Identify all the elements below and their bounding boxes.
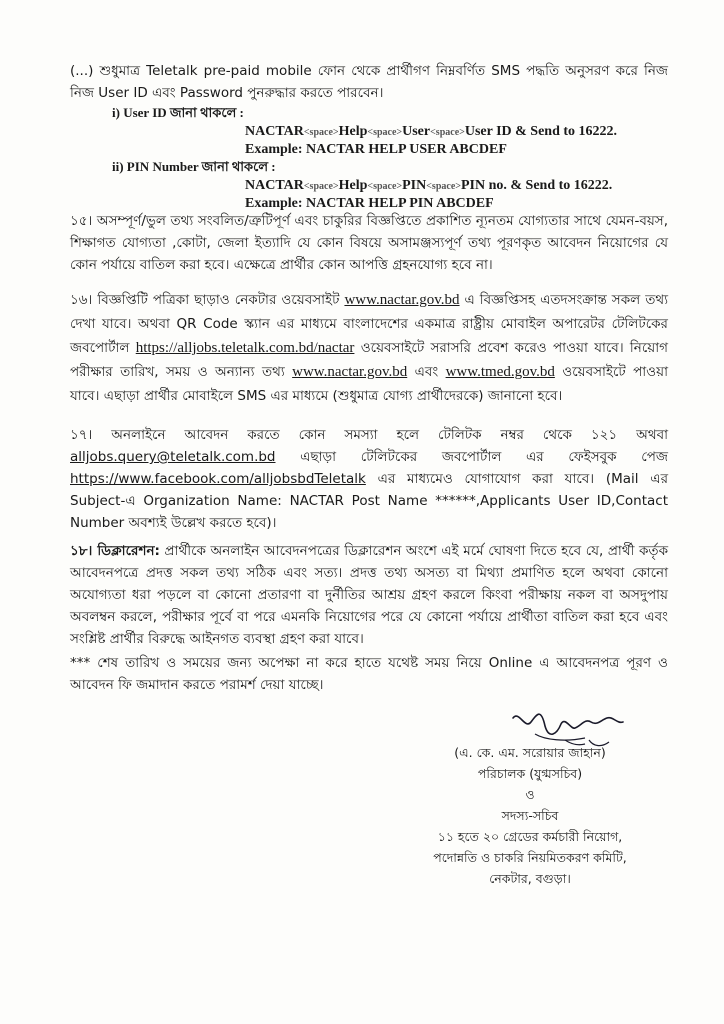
signatory-committee-line2: পদোন্নতি ও চাকরি নিয়মিতকরণ কমিটি, [433,850,627,865]
tmed-website-link[interactable]: www.tmed.gov.bd [445,364,555,380]
pin-sms-command: NACTAR<space>Help<space>PIN<space>PIN no. & Send to 16222. [245,178,613,193]
pin-example: Example: NACTAR HELP PIN ABCDEF [245,196,494,211]
teletalk-facebook-link[interactable]: https://www.facebook.com/alljobsbdTeletalk [70,471,366,487]
clause-16: ১৬। বিজ্ঞপ্তিটি পত্রিকা ছাড়াও নেকটার ওয়েবসাইট www.nactar.gov.bd এ বিজ্ঞপ্তিসহ এতদসংক্রান্ত সকল তথ্য দেখা যাবে। অথবা QR Code স্ক্যান এর মাধ্যমে বাংলাদেশের একমাত্র রাষ্ট্রীয় মোবাইল অপারেটর টেলিটকের জবপোর্টাল https://alljobs.teletalk.com.bd/nactar ওয়েবসাইটে সরাসরি প্রবেশ করেও পাওয়া যাবে। নিয়োগ পরীক্ষার তারিখ, সময় ও অন্যান্য তথ্য www.nactar.gov.bd এবং www.tmed.gov.bd ওয়েবসাইটে পাওয়া যাবে। এছাড়া প্রার্থীর মোবাইলে SMS এর মাধ্যমে (শুধুমাত্র যোগ্য প্রার্থীদেরকে) জানানো হবে। [70,292,669,404]
signatory-office: নেকটার, বগুড়া। [489,871,571,886]
pin-heading: ii) PIN Number জানা থাকলে : [112,159,276,174]
signatory-designation: পরিচালক (যুগ্মসচিব) [477,766,583,781]
final-note: *** শেষ তারিখ ও সময়ের জন্য অপেক্ষা না করে হাতে যথেষ্ট সময় নিয়ে Online এ আবেদনপত্র পূরণ ও আবেদন ফি জমাদান করতে পরামর্শ দেয়া যাচ্ছে। [70,655,668,693]
nactar-website-link[interactable]: www.nactar.gov.bd [344,292,460,308]
user-id-heading: i) User ID জানা থাকলে : [112,105,244,120]
clause-15: ১৫। অসম্পূর্ণ/ভুল তথ্য সংবলিত/ত্রুটিপূর্ণ এবং চাকুরির বিজ্ঞপ্তিতে প্রকাশিত ন্যূনতম যোগ্যতার সাথে যেমন-বয়স, শিক্ষাগত যোগ্যতা ,কোটা, জেলা ইত্যাদি যে কোন বিষয়ে অসামঞ্জস্যপূর্ণ তথ্য পূরণকৃত আবেদন নিয়োগের যে কোন পর্যায়ে বাতিল করা হবে। এক্ষেত্রে প্রার্থীর কোন আপত্তি গ্রহনযোগ্য হবে না। [70,213,668,273]
clause-18: ১৮। ডিক্লারেশন: প্রার্থীকে অনলাইন আবেদনপত্রের ডিক্লারেশন অংশে এই মর্মে ঘোষণা দিতে হবে যে, প্রার্থী কর্তৃক আবেদনপত্রে প্রদত্ত সকল তথ্য সঠিক এবং সত্য। প্রদত্ত তথ্য অসত্য বা মিথ্যা প্রমাণিত হলে অথবা কোনো অযোগ্যতা ধরা পড়লে বা কোনো প্রতারণা বা দুর্নীতির আশ্রয় গ্রহণ করলে কিংবা পরীক্ষায় নকল বা অসদুপায় অবলম্বন করলে, পরীক্ষার পূর্বে বা পরে এমনকি নিয়োগের পরে যে কোনো পর্যায়ে প্রার্থীতা বাতিল করা হবে এবং সংশ্লিষ্ট প্রার্থীর বিরুদ্ধে আইনগত ব্যবস্থা গ্রহণ করা যাবে। [70,543,669,647]
nactar-website-link-2[interactable]: www.nactar.gov.bd [292,364,408,380]
signatory-name: (এ. কে. এম. সরোয়ার জাহান) [454,745,606,760]
user-id-example: Example: NACTAR HELP USER ABCDEF [245,142,507,157]
signatory-committee-line1: ১১ হতে ২০ গ্রেডের কর্মচারী নিয়োগ, [437,829,623,844]
sms-recovery-intro: (...) শুধুমাত্র Teletalk pre-paid mobile ফোন থেকে প্রার্থীগণ নিম্নবর্ণিত SMS পদ্ধতি অনুসরণ করে নিজ নিজ User ID এবং Password পুনরুদ্ধার করতে পারবেন। [70,63,668,101]
signatory-block [420,742,640,889]
teletalk-jobportal-link[interactable]: https://alljobs.teletalk.com.bd/nactar [135,340,355,356]
user-id-sms-command: NACTAR<space>Help<space>User<space>User ID & Send to 16222. [245,124,618,139]
clause-17: ১৭। অনলাইনে আবেদন করতে কোন সমস্যা হলে টেলিটক নম্বর থেকে ১২১ অথবা alljobs.query@teletalk.com.bd এছাড়া টেলিটকের জবপোর্টাল এর ফেইসবুক পেজ https://www.facebook.com/alljobsbdTeletalk এর মাধ্যমেও যোগাযোগ করা যাবে। (Mail এর Subject-এ Organization Name: NACTAR Post Name ******,Applicants User ID,Contact Number অবশ্যই উল্লেখ করতে হবে)। [70,427,668,531]
signatory-role: সদস্য-সচিব [501,808,559,823]
signatory-and: ও [525,787,535,802]
teletalk-query-email[interactable]: alljobs.query@teletalk.com.bd [70,449,276,465]
